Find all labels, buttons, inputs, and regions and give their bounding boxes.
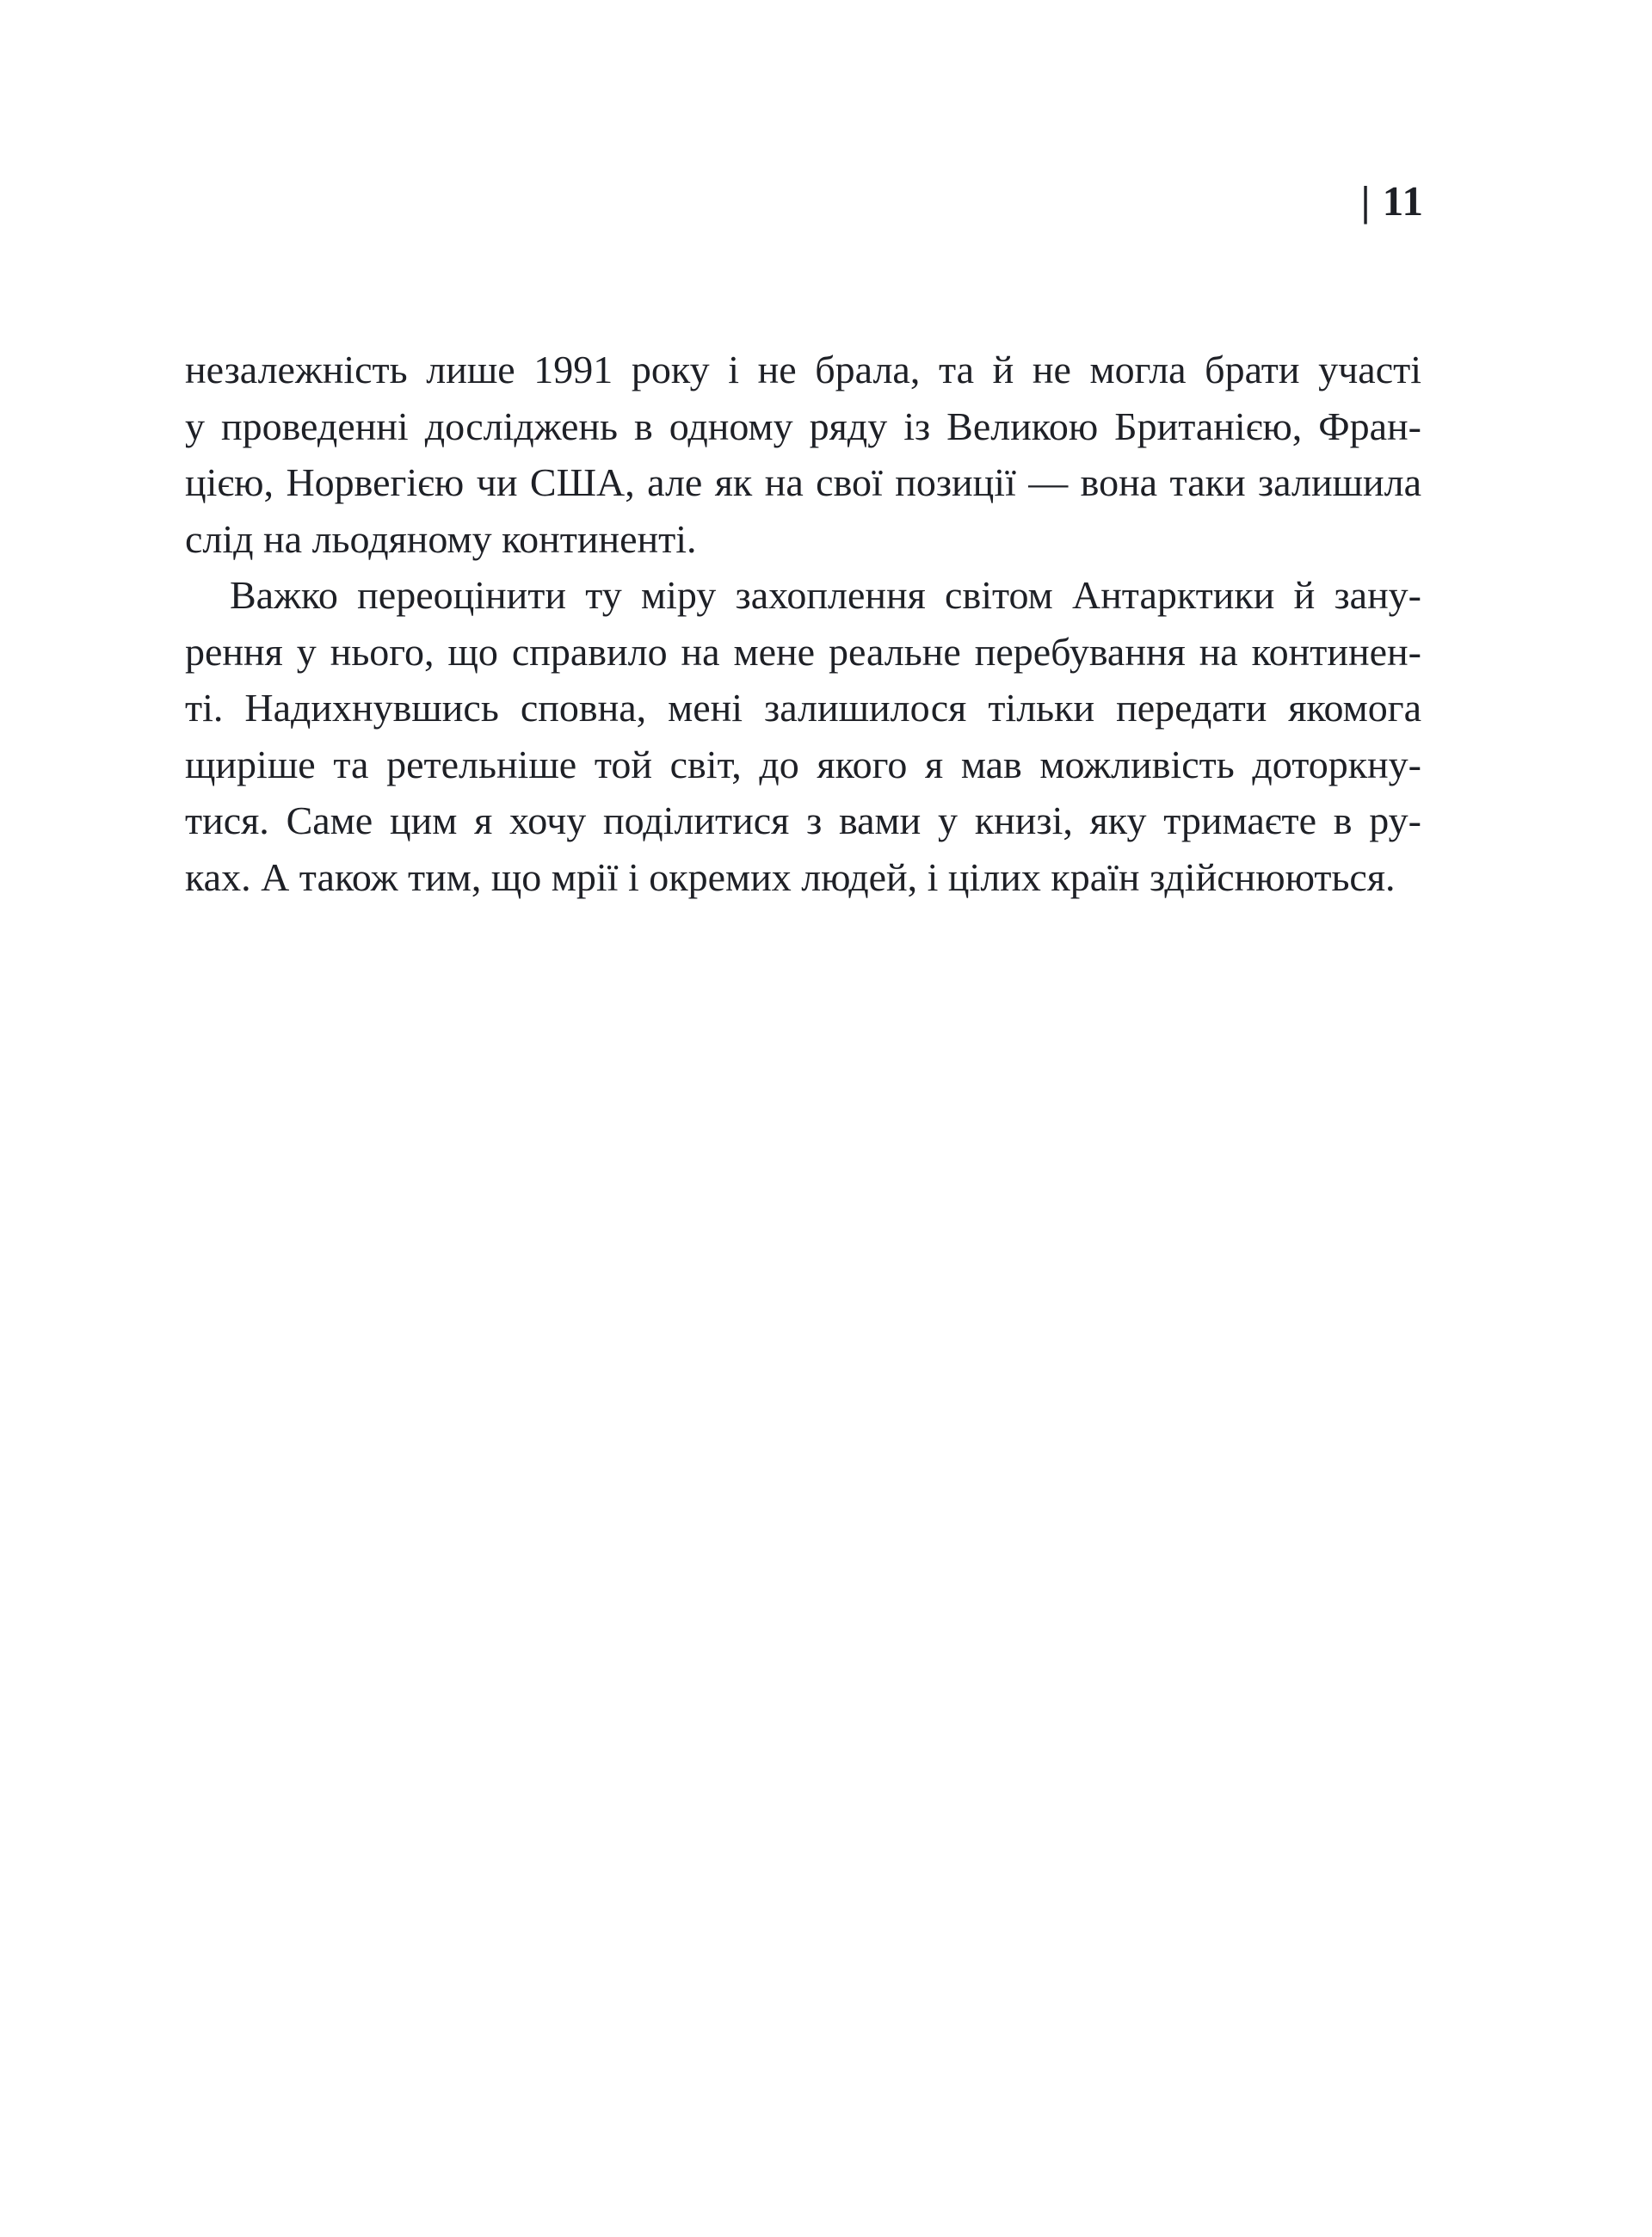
body-text — [185, 342, 1421, 905]
text-line: тися. Саме цим я хочу поділитися з вами у книзі, яку тримаєте в ру- — [185, 798, 1421, 842]
page-number: | 11 — [1360, 177, 1424, 225]
text-line: цією, Норвегією чи США, але як на свої позиції — вона таки залишила — [185, 460, 1421, 504]
text-line: рення у нього, що справило на мене реальне перебування на континен- — [185, 629, 1421, 674]
text-line: ті. Надихнувшись сповна, мені залишилося тільки передати якомога — [185, 686, 1421, 730]
text-line: Важко переоцінити ту міру захоплення світом Антарктики й зану- — [230, 573, 1421, 617]
text-line: слід на льодяному континенті. — [185, 516, 697, 561]
text-line: ках. А також тим, що мрії і окремих людей, і цілих країн здійснюються. — [185, 854, 1396, 899]
text-line: щиріше та ретельніше той світ, до якого я мав можливість доторкну- — [185, 742, 1421, 786]
text-line: незалежність лише 1991 року і не брала, та й не могла брати участі — [185, 348, 1421, 391]
text-line: у проведенні досліджень в одному ряду із Великою Британією, Фран- — [185, 404, 1421, 448]
